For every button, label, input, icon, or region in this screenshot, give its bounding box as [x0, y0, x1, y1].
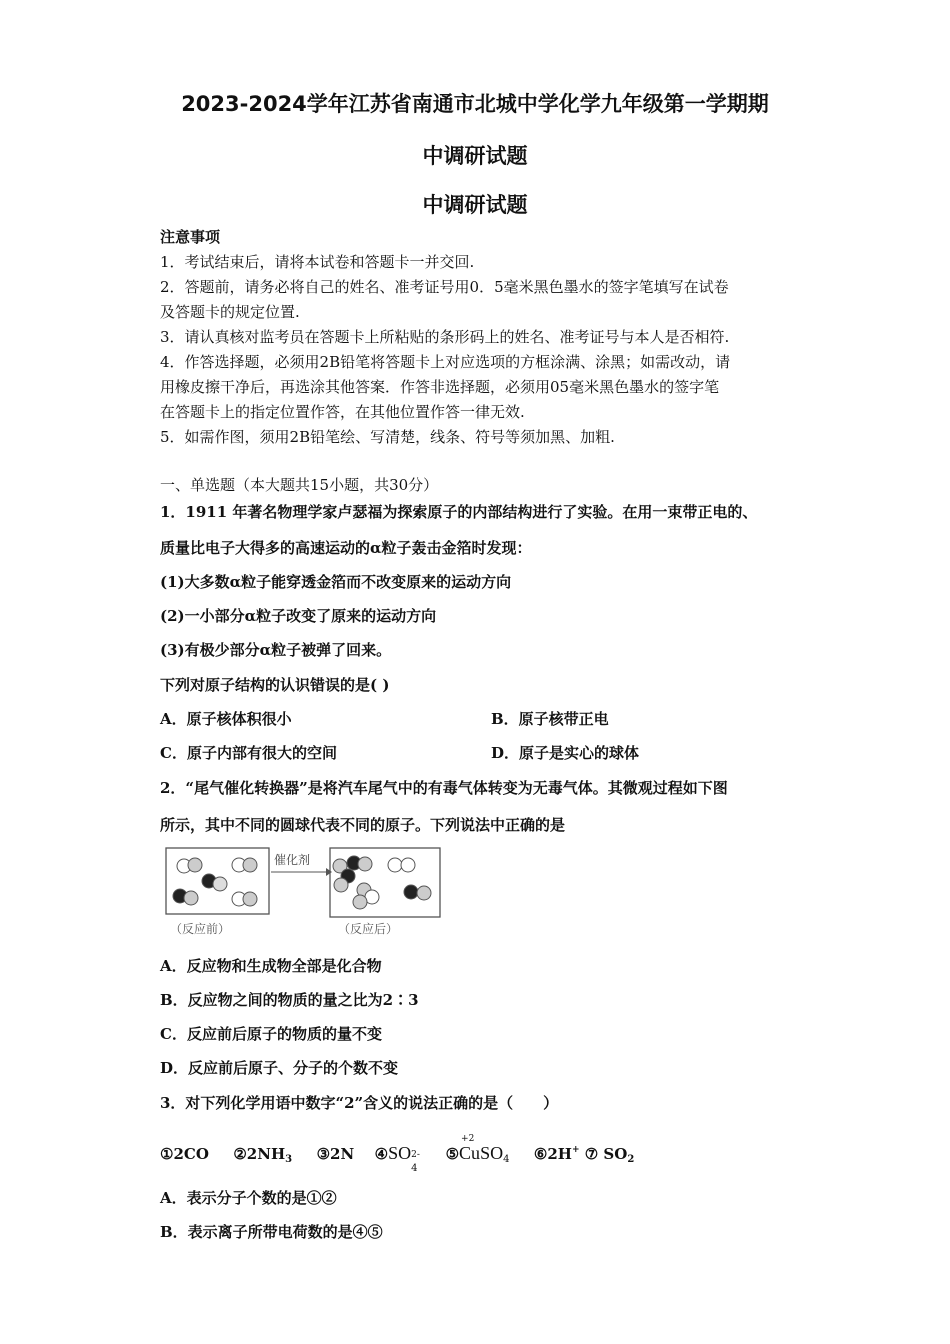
- before-label: （反应前）: [170, 922, 231, 936]
- formula-6: ⑥2H+: [533, 1145, 580, 1163]
- notice-item: 1．考试结束后，请将本试卷和答题卡一并交回.: [160, 253, 475, 271]
- q2-option-d: D．反应前后原子、分子的个数不变: [160, 1059, 399, 1077]
- reaction-diagram: [160, 845, 450, 940]
- q1-stem-line1: 1．1911 年著名物理学家卢瑟福为探索原子的内部结构进行了实验。在用一束带正电的、: [160, 503, 758, 521]
- formula-2: $②2NH_3$: [233, 1145, 293, 1165]
- exam-title-line2: 中调研试题: [422, 144, 528, 168]
- q1-option-d: D．原子是实心的球体: [491, 744, 640, 762]
- notice-item: 3．请认真核对监考员在答题卡上所粘贴的条形码上的姓名、准考证号与本人是否相符.: [160, 328, 730, 346]
- notice-item: 在答题卡上的指定位置作答，在其他位置作答一律无效.: [160, 403, 525, 421]
- q1-observation-3: (3)有极少部分α粒子被弹了回来。: [160, 641, 392, 659]
- section-heading: 一、单选题（本大题共15小题，共30分）: [160, 476, 439, 494]
- q3-option-a: A．表示分子个数的是①②: [160, 1189, 337, 1207]
- after-molecules: [333, 856, 431, 909]
- notice-item: 用橡皮擦干净后，再选涂其他答案．作答非选择题，必须用05毫米黑色墨水的签字笔: [160, 378, 720, 396]
- notice-heading: 注意事项: [160, 228, 221, 246]
- q1-option-a: A．原子核体积很小: [160, 710, 292, 728]
- q3-option-b: B．表示离子所带电荷数的是④⑤: [160, 1223, 383, 1241]
- formula-1: ①2CO: [160, 1145, 209, 1163]
- q2-option-c: C．反应前后原子的物质的量不变: [160, 1025, 382, 1043]
- q2-stem-line1: 2．“尾气催化转换器”是将汽车尾气中的有毒气体转变为无毒气体。其微观过程如下图: [160, 779, 728, 797]
- q1-observation-1: (1)大多数α粒子能穿透金箔而不改变原来的运动方向: [160, 573, 512, 591]
- q2-stem-line2: 所示，其中不同的圆球代表不同的原子。下列说法中正确的是: [160, 816, 566, 834]
- q1-observation-2: (2)一小部分α粒子改变了原来的运动方向: [160, 607, 437, 625]
- arrow-head: [326, 868, 332, 876]
- q1-option-b: B．原子核带正电: [491, 710, 609, 728]
- q1-stem-line2: 质量比电子大得多的高速运动的α粒子轰击金箔时发现：: [160, 539, 532, 557]
- formula-4: ④SO 2- 4: [374, 1143, 420, 1174]
- q2-option-b: B．反应物之间的物质的量之比为2∶3: [160, 991, 419, 1009]
- formula-3: ③2N: [316, 1145, 355, 1163]
- formula-7: ⑦ $SO_2$: [584, 1145, 635, 1165]
- q1-option-c: C．原子内部有很大的空间: [160, 744, 337, 762]
- q1-question: 下列对原子结构的认识错误的是( ): [160, 676, 390, 694]
- notice-item: 4．作答选择题，必须用2B铅笔将答题卡上对应选项的方框涂满、涂黑；如需改动，请: [160, 353, 731, 371]
- notice-item: 及答题卡的规定位置.: [160, 303, 300, 321]
- q3-formula-row: [160, 1134, 635, 1174]
- q2-option-a: A．反应物和生成物全部是化合物: [160, 957, 382, 975]
- after-label: （反应后）: [338, 922, 399, 936]
- q3-stem: 3．对下列化学用语中数字“2”含义的说法正确的是（ ）: [160, 1094, 559, 1112]
- formula-5: ⑤ +2 CuSO$_4$: [445, 1134, 510, 1165]
- exam-title-line1: 2023-2024学年江苏省南通市北城中学化学九年级第一学期期: [181, 92, 769, 116]
- exam-title-line3: 中调研试题: [422, 193, 528, 217]
- notice-item: 5．如需作图，须用2B铅笔绘、写清楚，线条、符号等须加黑、加粗.: [160, 428, 615, 446]
- before-molecules: [173, 858, 257, 906]
- notice-item: 2．答题前，请务必将自己的姓名、准考证号用0．5毫米黑色墨水的签字笔填写在试卷: [160, 278, 729, 296]
- catalyst-label: 催化剂: [274, 853, 311, 867]
